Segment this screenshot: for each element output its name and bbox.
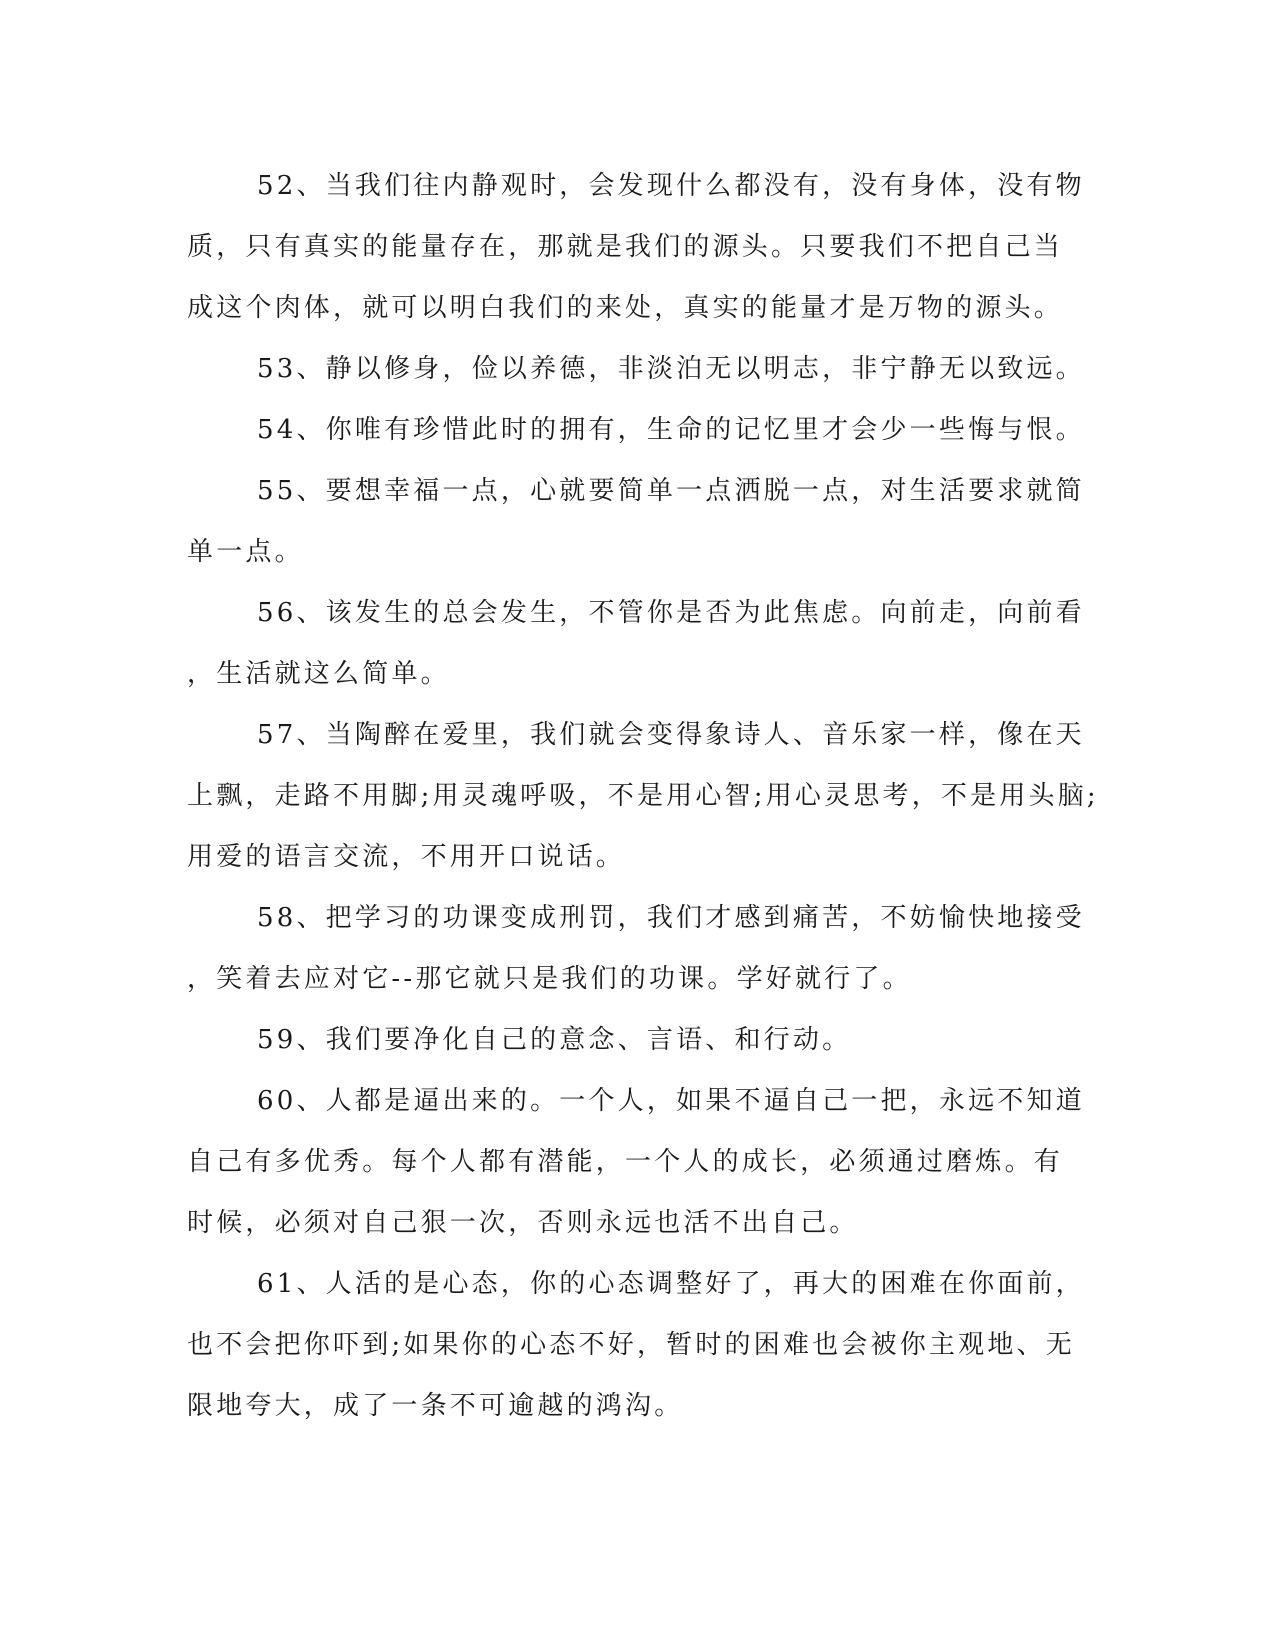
paragraph-line: 质，只有真实的能量存在，那就是我们的源头。只要我们不把自己当 xyxy=(187,232,1064,262)
paragraph-line: 61、人活的是心态，你的心态调整好了，再大的困难在你面前， xyxy=(257,1269,1085,1299)
paragraph-56 xyxy=(187,583,1085,705)
paragraph-line: 上飘，走路不用脚;用灵魂呼吸，不是用心智;用心灵思考，不是用头脑; xyxy=(187,781,1099,811)
paragraph-line: 59、我们要净化自己的意念、言语、和行动。 xyxy=(257,1025,852,1055)
paragraph-line: 单一点。 xyxy=(187,537,304,567)
paragraph-line: 58、把学习的功课变成刑罚，我们才感到痛苦，不妨愉快地接受 xyxy=(257,903,1085,933)
paragraph-line: 54、你唯有珍惜此时的拥有，生命的记忆里才会少一些悔与恨。 xyxy=(257,415,1085,445)
paragraph-line: 时候，必须对自己狠一次，否则永远也活不出自己。 xyxy=(187,1208,859,1238)
paragraph-line: 60、人都是逼出来的。一个人，如果不逼自己一把，永远不知道 xyxy=(257,1086,1085,1116)
paragraph-60 xyxy=(187,1071,1085,1254)
paragraph-61 xyxy=(187,1254,1085,1437)
paragraph-line: 55、要想幸福一点，心就要简单一点洒脱一点，对生活要求就简 xyxy=(257,476,1085,506)
paragraph-57 xyxy=(187,705,1099,888)
document-body xyxy=(187,156,1099,1437)
paragraph-55 xyxy=(187,461,1085,583)
paragraph-line: 也不会把你吓到;如果你的心态不好，暂时的困难也会被你主观地、无 xyxy=(187,1330,1075,1360)
paragraph-54 xyxy=(187,400,1085,461)
paragraph-line: 53、静以修身，俭以养德，非淡泊无以明志，非宁静无以致远。 xyxy=(257,354,1085,384)
paragraph-52 xyxy=(187,156,1085,339)
paragraph-line: ，生活就这么简单。 xyxy=(187,659,450,689)
paragraph-line: 52、当我们往内静观时，会发现什么都没有，没有身体，没有物 xyxy=(257,171,1085,201)
paragraph-59 xyxy=(187,1010,1072,1071)
paragraph-line: 自己有多优秀。每个人都有潜能，一个人的成长，必须通过磨炼。有 xyxy=(187,1147,1064,1177)
paragraph-58 xyxy=(187,888,1085,1010)
paragraph-line: 用爱的语言交流，不用开口说话。 xyxy=(187,842,626,872)
paragraph-line: ，笑着去应对它--那它就只是我们的功课。学好就行了。 xyxy=(187,964,912,994)
paragraph-53 xyxy=(187,339,1085,400)
paragraph-line: 56、该发生的总会发生，不管你是否为此焦虑。向前走，向前看 xyxy=(257,598,1085,628)
paragraph-line: 57、当陶醉在爱里，我们就会变得象诗人、音乐家一样，像在天 xyxy=(257,720,1085,750)
paragraph-line: 限地夸大，成了一条不可逾越的鸿沟。 xyxy=(187,1391,684,1421)
paragraph-line: 成这个肉体，就可以明白我们的来处，真实的能量才是万物的源头。 xyxy=(187,293,1064,323)
